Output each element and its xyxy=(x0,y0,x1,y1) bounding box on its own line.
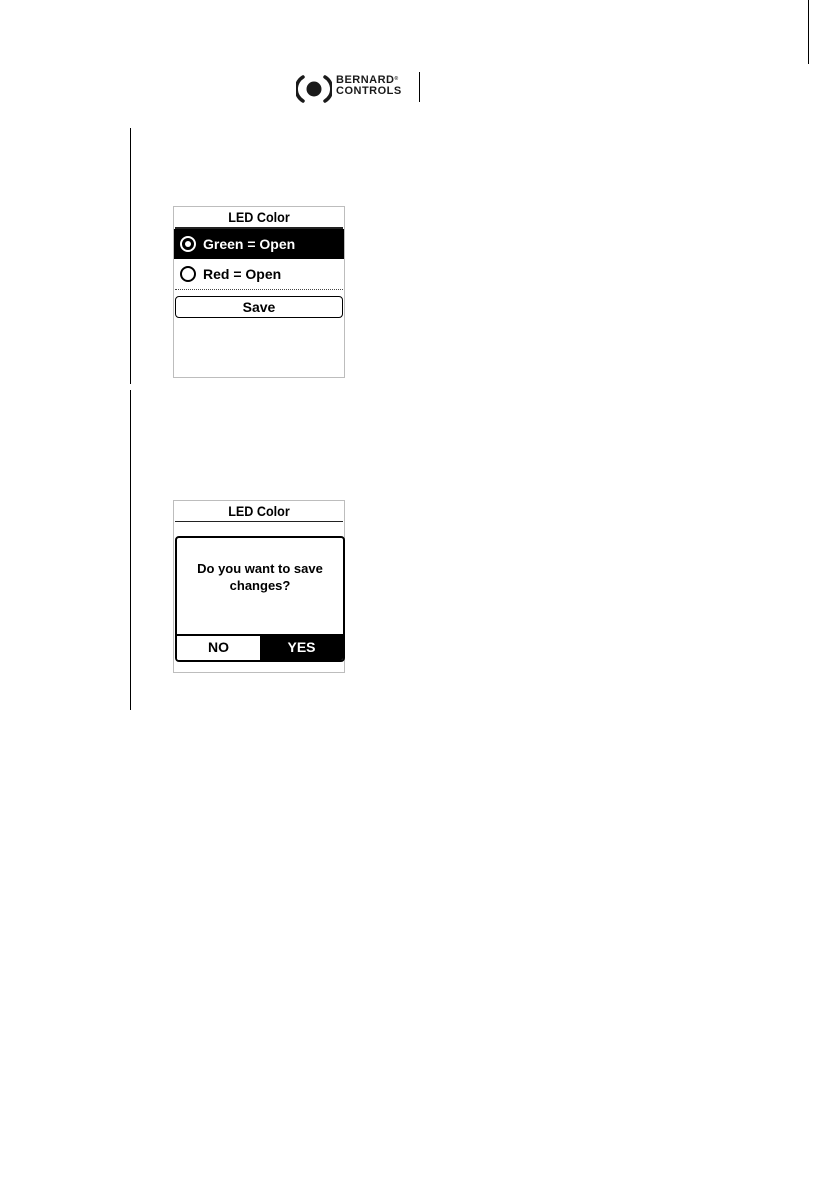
change-bar xyxy=(130,128,131,384)
logo-mark-icon xyxy=(296,74,332,104)
save-button[interactable]: Save xyxy=(175,296,343,318)
yes-button[interactable]: YES xyxy=(260,636,343,660)
save-confirm-screen xyxy=(173,500,345,673)
logo-line-1: BERNARD xyxy=(336,74,395,86)
logo-trademark: ® xyxy=(394,76,399,82)
option-label: Green = Open xyxy=(203,236,296,252)
option-label: Red = Open xyxy=(203,266,282,282)
bernard-controls-logo xyxy=(296,70,422,106)
no-button[interactable]: NO xyxy=(177,636,260,660)
dotted-separator xyxy=(175,289,343,290)
radio-selected-icon xyxy=(180,236,196,252)
dialog-button-row xyxy=(177,634,343,660)
option-green-open[interactable] xyxy=(174,229,344,259)
change-bar xyxy=(130,390,131,710)
header-divider xyxy=(419,72,420,102)
led-color-screen xyxy=(173,206,345,378)
logo-line-2: CONTROLS xyxy=(336,85,402,97)
dialog-message: Do you want to save changes? xyxy=(197,561,323,593)
option-red-open[interactable] xyxy=(174,259,344,289)
page-crop-mark xyxy=(808,0,809,64)
title-divider xyxy=(175,521,343,522)
confirm-dialog xyxy=(175,536,345,662)
screen-title: LED Color xyxy=(228,209,290,225)
screen-title: LED Color xyxy=(228,503,290,519)
logo-wordmark xyxy=(336,75,402,97)
radio-unselected-icon xyxy=(180,266,196,282)
